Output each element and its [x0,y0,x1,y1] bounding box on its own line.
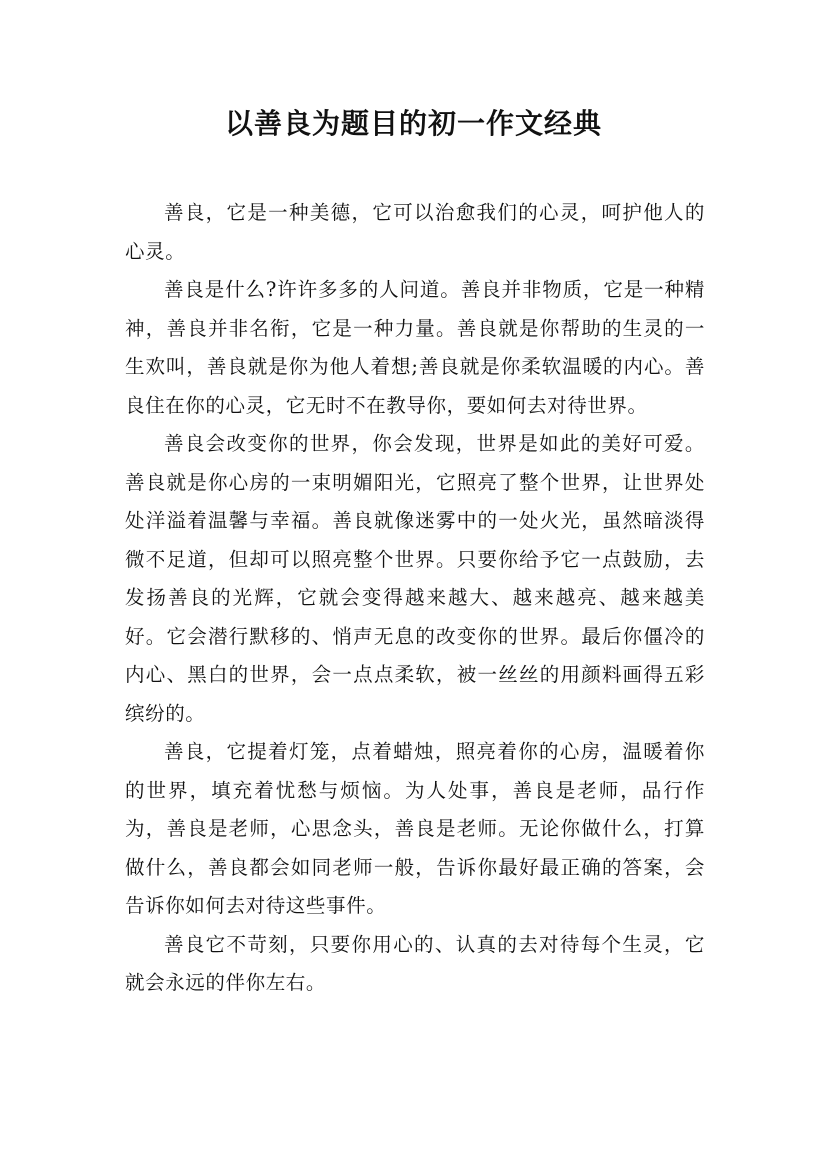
document-body [125,194,705,1003]
paragraph-2: 善良是什么?许许多多的人问道。善良并非物质，它是一种精神，善良并非名衔，它是一种力量。善良就是你帮助的生灵的一生欢叫，善良就是你为他人着想;善良就是你柔软温暖的内心。善良住在你的心灵，它无时不在教导你，要如何去对待世界。 [125,278,705,417]
paragraph-1: 善良，它是一种美德，它可以治愈我们的心灵，呵护他人的心灵。 [125,201,705,263]
paragraph-3: 善良会改变你的世界，你会发现，世界是如此的美好可爱。善良就是你心房的一束明媚阳光，它照亮了整个世界，让世界处处洋溢着温馨与幸福。善良就像迷雾中的一处火光，虽然暗淡得微不足道，但却可以照亮整个世界。只要你给予它一点鼓励，去发扬善良的光辉，它就会变得越来越大、越来越亮、越来越美好。它会潜行默移的、悄声无息的改变你的世界。最后你僵冷的内心、黑白的世界，会一点点柔软，被一丝丝的用颜料画得五彩缤纷的。 [125,432,705,725]
document-title: 以善良为题目的初一作文经典 [224,107,602,140]
paragraph-5: 善良它不苛刻，只要你用心的、认真的去对待每个生灵，它就会永远的伴你左右。 [125,932,705,994]
paragraph-4: 善良，它提着灯笼，点着蜡烛，照亮着你的心房，温暖着你的世界，填充着忧愁与烦恼。为人处事，善良是老师，品行作为，善良是老师，心思念头，善良是老师。无论你做什么，打算做什么，善良都会如同老师一般，告诉你最好最正确的答案，会告诉你如何去对待这些事件。 [125,740,705,917]
